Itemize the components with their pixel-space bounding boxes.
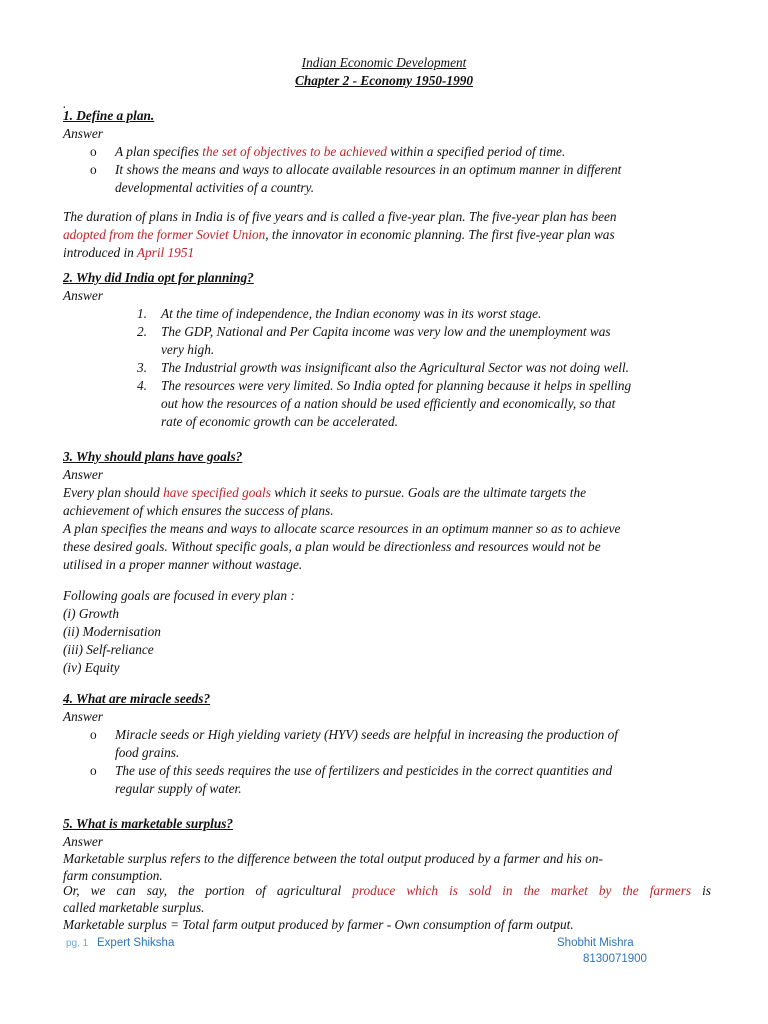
question-1: 1. Define a plan.	[63, 108, 155, 123]
paragraph: called marketable surplus. Marketable surplus = Total farm output produced by farmer - Own consumption of farm output.	[63, 900, 574, 932]
answer-label: Answer	[63, 834, 103, 849]
bullet-marker: o	[90, 763, 97, 778]
bullet-marker: o	[90, 162, 97, 177]
document-page: Indian Economic Development Chapter 2 - Economy 1950-1990 . 1. Define a plan. Answer o A plan specifies the set of objectives to be achieved within a specified period of time. o It shows the means and ways to allocate available resources in an optimum manner in different developmental activities of a country. The duration of plans in India is of five years and is called a five-year plan. The five-year plan has been adopted from the former Soviet Union, the innovator in economic planning. The first five-year plan was introduced in April 1951 2. Why did India opt for planning? Answer 1. At the time of independence, the Indian economy was in its worst stage. 2. The GDP, National and Per Capita income was very low and the unemployment was very high. 3. The Industrial growth was insignificant also the Agricultural Sector was not doing well. 4. The resources were very limited. So India opted for planning because it helps in spelling out how the resources of a nation should be used efficiently and economically, so that rate of economic growth can be accelerated. 3. Why should plans have goals? Answer Every plan should have specified goals which it seeks to pursue. Goals are the ultimate targets the achievement of which ensures the success of plans. A plan specifies the means and ways to allocate scarce resources in an optimum manner so as to achieve these desired goals. Without specific goals, a plan would be directionless and resources would not be utilised in a proper manner without wastage. Following goals are focused in every plan : (i) Growth (ii) Modernisation (iii) Self-reliance (iv) Equity 4. What are miracle seeds? Answer o Miracle seeds or High yielding variety (HYV) seeds are helpful in increasing the production of food grains. o The use of this seeds requires the use of fertilizers and pesticides in the correct quantities and regular supply of water. 5. What is marketable surplus? Answer Marketable surplus refers to the difference between the total output produced by a farmer and his on- farm consumption. Or, we can say, the portion of agricultural produce which is sold in the market by the farmers is called marketable surplus. Marketable surplus = Total farm output produced by farmer - Own consumption of farm output. pg. 1 Expert Shiksha Shobhit Mishra 8130071900	[0, 0, 768, 1024]
question-3: 3. Why should plans have goals?	[63, 449, 243, 464]
bullet-marker: o	[90, 727, 97, 742]
paragraph: Every plan should have specified goals which it seeks to pursue. Goals are the ultimate targets the achievement of which ensures the success of plans. A plan specifies the means and ways to allocate scarce resources in an optimum manner so as to achieve these desired goals. Without specific goals, a plan would be directionless and resources would not be utilised in a proper manner without wastage.	[63, 485, 621, 572]
footer-phone: 8130071900	[583, 953, 647, 965]
footer-author: Shobhit Mishra	[557, 937, 634, 949]
stray-dot: .	[63, 96, 67, 111]
question-4: 4. What are miracle seeds?	[63, 691, 211, 706]
bullet-marker: o	[90, 144, 97, 159]
question-5: 5. What is marketable surplus?	[63, 816, 234, 831]
answer-label: Answer	[63, 126, 103, 141]
footer-brand: Expert Shiksha	[97, 937, 175, 949]
list-item: (iv) Equity	[63, 660, 120, 675]
list-item: (i) Growth	[63, 606, 120, 621]
page-number: pg. 1	[66, 938, 89, 949]
subject-title: Indian Economic Development	[301, 55, 467, 70]
answer-label: Answer	[63, 709, 103, 724]
paragraph: The duration of plans in India is of five years and is called a five-year plan. The five-year plan has been adopted from the former Soviet Union, the innovator in economic planning. The first five-year plan was introduced in April 1951	[63, 209, 617, 260]
chapter-title: Chapter 2 - Economy 1950-1990	[294, 73, 474, 88]
goals-list: Following goals are focused in every plan : (i) Growth (ii) Modernisation (iii) Self-reliance (iv) Equity	[63, 588, 295, 675]
paragraph: Or, we can say, the portion of agricultural produce which is sold in the market by the farmers is	[63, 883, 711, 898]
list-item: (iii) Self-reliance	[63, 642, 154, 657]
paragraph: Marketable surplus refers to the difference between the total output produced by a farmer and his on- farm consumption.	[63, 851, 603, 883]
answer-label: Answer	[63, 288, 103, 303]
question-2: 2. Why did India opt for planning?	[63, 270, 254, 285]
answer-label: Answer	[63, 467, 103, 482]
list-item: (ii) Modernisation	[63, 624, 161, 639]
